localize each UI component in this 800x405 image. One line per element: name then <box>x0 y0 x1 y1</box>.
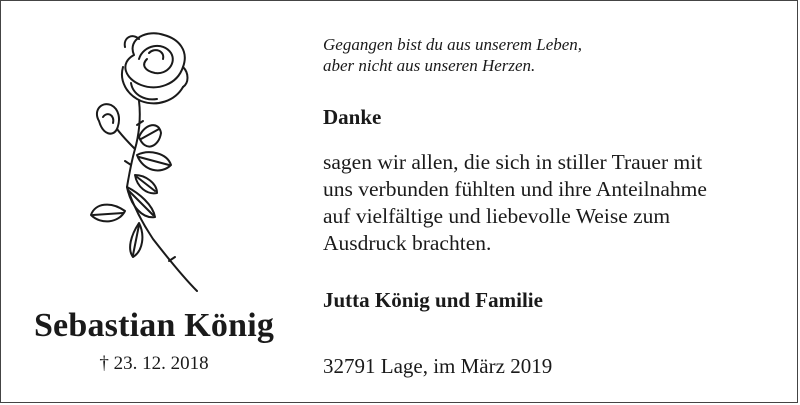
deceased-name: Sebastian König <box>33 307 275 344</box>
quote <box>323 34 763 76</box>
signature: Jutta König und Familie <box>323 288 543 312</box>
message-line: uns verbunden fühlten und ihre Anteilnahme <box>323 177 707 201</box>
message-line: Ausdruck brachten. <box>323 231 492 255</box>
quote-line: aber nicht aus unseren Herzen. <box>323 56 536 75</box>
quote-line: Gegangen bist du aus unserem Leben, <box>323 35 583 54</box>
thanks-message <box>323 149 783 257</box>
place-date: 32791 Lage, im März 2019 <box>323 354 553 378</box>
death-date: † 23. 12. 2018 <box>99 353 209 374</box>
message-line: auf vielfältige und liebevolle Weise zum <box>323 204 671 228</box>
thanks-heading: Danke <box>323 105 382 129</box>
message-line: sagen wir allen, die sich in stiller Trauer mit <box>323 150 703 174</box>
rose-icon <box>79 25 239 297</box>
